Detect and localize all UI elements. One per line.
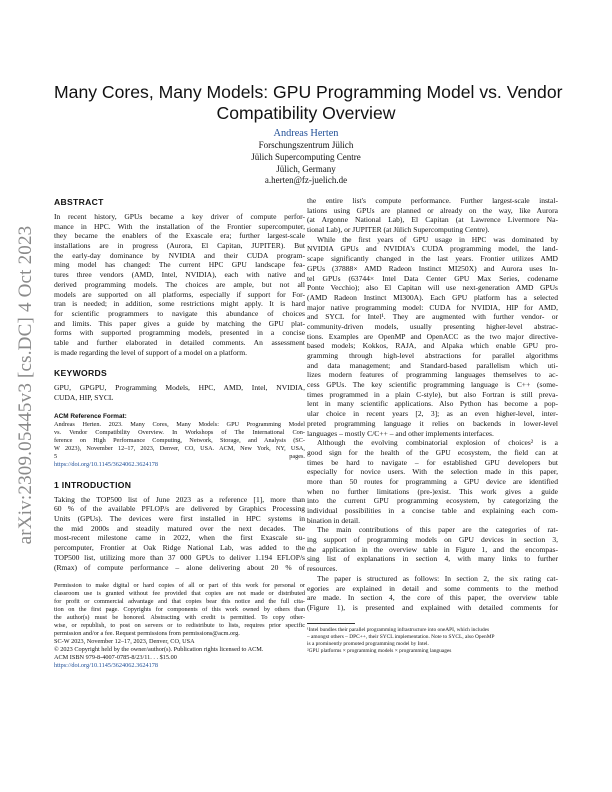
- body-line: resources.: [307, 564, 338, 574]
- body-line: languages – mostly C/C++ – and other implements interfaces.: [307, 428, 494, 438]
- intro-paragraph: [307, 196, 558, 235]
- acm-reference-line[interactable]: https://doi.org/10.1145/3624062.3624178: [54, 460, 158, 468]
- arxiv-stamp: [14, 190, 38, 580]
- footnotes: [307, 627, 558, 655]
- intro-paragraph: [307, 438, 558, 525]
- abstract-line: for scientific programmers to navigate this abundance of choices: [54, 308, 305, 318]
- acm-reference-line: vs. Vendor Compatibility Overview. In Workshops of The International Con-: [54, 428, 305, 436]
- abstract-line: models are supported on all platforms, especially if support for For-: [54, 289, 305, 299]
- body-line: scape significantly changed in the last years. Frontier utilizes AMD: [307, 254, 558, 264]
- body-line: lent in many scientific applications. Also Python has become a pop-: [307, 399, 558, 409]
- body-line: more than 50 routes for programming a GPU device are identified: [307, 476, 558, 486]
- body-line: the entire list's compute performance. Further largest-scale instal-: [307, 196, 558, 205]
- abstract-heading: ABSTRACT: [54, 197, 104, 207]
- acm-reference-line: ference on High Performance Computing, Network, Storage, and Analysis (SC-: [54, 436, 305, 444]
- permission-line: SC-W 2023, November 12–17, 2023, Denver, CO, USA: [54, 638, 195, 646]
- permission-line: tion on the first page. Copyrights for components of this work owned by others than: [54, 606, 305, 614]
- body-line: While the first years of GPU usage in HPC was dominated by: [317, 234, 558, 244]
- body-line: individual possibilities in a concise table and explaining each com-: [307, 506, 558, 515]
- intro-paragraph: [307, 235, 558, 438]
- body-line: gramming through high-level abstractions for parallel algorithms: [307, 351, 558, 360]
- permission-notice: [54, 582, 305, 670]
- permission-line: © 2023 Copyright held by the owner/author(s). Publication rights licensed to ACM.: [54, 646, 264, 654]
- keywords-body: [54, 383, 305, 402]
- permission-line: ACM ISBN 979-8-4007-0785-8/23/11. . . $15.00: [54, 654, 177, 662]
- footnote-line: ²GPU platforms × programming models × programming languages: [307, 647, 452, 654]
- left-column: [54, 196, 305, 670]
- acm-reference-body: [54, 421, 305, 469]
- abstract-line: derived programming models. The choices are ample, but not all: [54, 279, 305, 289]
- footnote-line: ¹Intel bundles their parallel programming infrastructure into oneAPI, which includes: [307, 626, 490, 633]
- abstract-line: ming model has changed: The current HPC GPU landscape fea-: [54, 260, 305, 270]
- body-line: and data management; and Standard-based parallelism which uti-: [307, 360, 558, 370]
- acm-reference-line: Andreas Herten. 2023. Many Cores, Many Models: GPU Programming Model: [54, 420, 305, 428]
- body-line: sing list of explanations in section 4, with many links to further: [307, 554, 558, 564]
- footnote-line: is a prominently promoted programming model by Intel.: [307, 640, 429, 647]
- permission-line: the author(s) must be honored. Abstracting with credit is permitted. To copy other-: [54, 614, 305, 622]
- introduction-line: 60 % of the available PFLOP/s are delivered by Graphics Processing: [54, 504, 305, 514]
- body-line: times programmed in a plain C-style), but also Fortran is still preva-: [307, 389, 558, 399]
- introduction-line: (Rmax) of compute performance – alone delivering about 20 % of: [54, 562, 305, 572]
- permission-line: for profit or commercial advantage and that copies bear this notice and the full cita-: [54, 598, 305, 606]
- body-line: into the current GPU programming ecosystem, by categorizing the: [307, 496, 558, 506]
- abstract-line: and limits. This paper gives a guide by matching the GPU plat-: [54, 318, 305, 328]
- body-line: (AMD Radeon Instinct MI300A). Each GPU platform has a selected: [307, 292, 558, 302]
- body-line: good sign for the health of the GPU ecosystem, the field can at: [307, 447, 558, 457]
- introduction-line: most-recent milestone came in 2022, when the first Exascale su-: [54, 533, 305, 543]
- body-line: GPUs (37888× AMD Radeon Instinct MI250X) and Aurora uses In-: [307, 263, 558, 273]
- introduction-line: Units (GPUs). The devices were first installed in HPC systems in: [54, 514, 305, 524]
- title-line-2: Compatibility Overview: [216, 103, 396, 123]
- author-email: a.herten@fz-juelich.de: [264, 175, 348, 186]
- body-line: lations using GPUs are planned or already on the way, like Aurora: [307, 205, 558, 215]
- footnote-line: – amongst others – DPC++, their SYCL implementation. Note to SYCL, also OpenMP: [307, 633, 495, 640]
- abstract-line: installations are in progress (Aurora, El Capitan, JUPITER). But: [54, 241, 305, 251]
- body-line: ular choice in recent years [2, 3]; as an even higher-level, inter-: [307, 409, 558, 419]
- body-line: ing support of programming models on GPU devices in section 3,: [307, 535, 558, 545]
- body-line: Although the evolving combinatorial explosion of choices² is a: [317, 438, 558, 448]
- body-line: tional Lab), or JUPITER (at Jülich Supercomputing Centre).: [307, 225, 490, 235]
- body-line: NVIDIA GPUs and NVIDIA's CUDA programming model, the land-: [307, 244, 558, 254]
- author-block: [206, 127, 406, 187]
- introduction-line: the mid 2000s and steadily matured over the next decades. The: [54, 523, 305, 533]
- keywords-line: CUDA, HIP, SYCL: [54, 393, 114, 402]
- permission-line: classroom use is granted without fee provided that copies are not made or distributed: [54, 590, 305, 598]
- introduction-body: [54, 495, 305, 573]
- abstract-line: the early-day dominance by NVIDIA and their CUDA program-: [54, 250, 305, 260]
- abstract-body: [54, 212, 305, 357]
- body-line: preted programming language it relies on backends in lower-level: [307, 418, 558, 428]
- intro-paragraph: [307, 574, 558, 613]
- intro-paragraph: [307, 525, 558, 573]
- affiliation-line: Jülich, Germany: [276, 163, 336, 174]
- body-line: are made. In section 4, the core of this paper, the overview table: [307, 593, 558, 603]
- affiliation-line: Forschungszentrum Jülich: [258, 140, 354, 150]
- body-line: (at Argonne National Lab), El Capitan (at Lawrence Livermore Na-: [307, 215, 558, 225]
- abstract-line: tures three vendors (AMD, Intel, NVIDIA), each with native and: [54, 270, 305, 280]
- abstract-line: tran is needed; in addition, some restrictions might apply. It is hard: [54, 299, 305, 309]
- abstract-line: In recent history, GPUs became a key driver of compute perfor-: [54, 212, 305, 221]
- introduction-line: percomputer, Frontier at Oak Ridge National Lab, was added to the: [54, 543, 305, 553]
- body-line: Ponte Vecchio); also El Capitan will use next-generation AMD GPUs: [307, 283, 558, 293]
- keywords-heading: KEYWORDS: [54, 368, 108, 379]
- abstract-line: forms with supported programming models, presented in a concise: [54, 328, 305, 338]
- permission-line: permission and/or a fee. Request permissions from permissions@acm.org.: [54, 630, 240, 638]
- keywords-line: GPU, GPGPU, Programming Models, HPC, AMD, Intel, NVIDIA,: [54, 383, 305, 393]
- abstract-line: table and further elaborated in detailed comments. An assessment: [54, 337, 305, 347]
- introduction-heading: 1 INTRODUCTION: [54, 479, 132, 490]
- introduction-line: Taking the TOP500 list of June 2023 as a reference [1], more than: [54, 494, 305, 504]
- author-name: Andreas Herten: [273, 128, 339, 139]
- title-line-1: Many Cores, Many Models: GPU Programming Model vs. Vendor: [54, 82, 563, 102]
- body-line: times be hard to navigate – for established GPU developers but: [307, 457, 558, 467]
- body-line: The paper is structured as follows: In section 2, the six rating cat-: [317, 573, 558, 583]
- body-line: tel GPUs (63744× Intel Data Center GPU Max Series, codename: [307, 273, 558, 283]
- body-line: especially for novice users. With the selection made in this paper,: [307, 467, 558, 477]
- acm-reference-line: 5 pages.: [54, 452, 305, 460]
- permission-line: Permission to make digital or hard copies of all or part of this work for personal or: [54, 582, 305, 590]
- arxiv-id: arXiv:2309.05445v3 [cs.DC] 4 Oct 2023: [15, 225, 36, 545]
- introduction-line: TOP500 list, utilizing more than 37 000 GPUs to deliver 1.194 EFLOP/s: [54, 552, 305, 562]
- body-line: cess GPUs. The key scientific programming language is C++ (some-: [307, 380, 558, 390]
- body-line: (Figure 1), is presented and explained with detailed comments for: [307, 602, 558, 612]
- abstract-line: mance in HPC. With the installation of the Frontier supercomputer,: [54, 221, 305, 231]
- body-line: when no further limitations (pre-)exist. This work gives a guide: [307, 486, 558, 496]
- permission-line: wise, or republish, to post on servers or to redistribute to lists, requires prior specific: [54, 622, 305, 630]
- body-line: community-driven models, usually presenting higher-level abstrac-: [307, 321, 558, 331]
- footnote-rule: [307, 623, 355, 624]
- affiliation-line: Jülich Supercomputing Centre: [251, 151, 361, 162]
- paper-title: [54, 82, 563, 124]
- body-line: major native programming model: CUDA for NVIDIA, HIP for AMD,: [307, 302, 558, 312]
- abstract-line: is made regarding the level of support of a model on a platform.: [54, 347, 248, 357]
- body-line: and SYCL for Intel¹. They are augmented with further vendor- or: [307, 312, 558, 322]
- permission-line[interactable]: https://doi.org/10.1145/3624062.3624178: [54, 662, 158, 670]
- right-column: [307, 196, 558, 655]
- abstract-line: they became the enablers of the Exascale era; further largest-scale: [54, 231, 305, 241]
- acm-reference-line: W 2023), November 12–17, 2023, Denver, CO, USA. ACM, New York, NY, USA,: [54, 444, 305, 452]
- body-line: tions. Examples are OpenMP and OpenACC as the two major directive-: [307, 331, 558, 341]
- acm-reference-heading: ACM Reference Format:: [54, 412, 127, 420]
- body-line: based models; Kokkos, RAJA, and Alpaka which enable GPU pro-: [307, 341, 558, 351]
- body-line: egories are explained in detail and some comments to the method: [307, 583, 558, 593]
- body-line: The main contributions of this paper are the categories of rat-: [317, 525, 558, 535]
- body-line: bination in detail.: [307, 515, 361, 525]
- body-line: the application in the overview table in Figure 1, and the encompas-: [307, 544, 558, 554]
- body-line: lizes modern features of programming languages themselves to ac-: [307, 370, 558, 380]
